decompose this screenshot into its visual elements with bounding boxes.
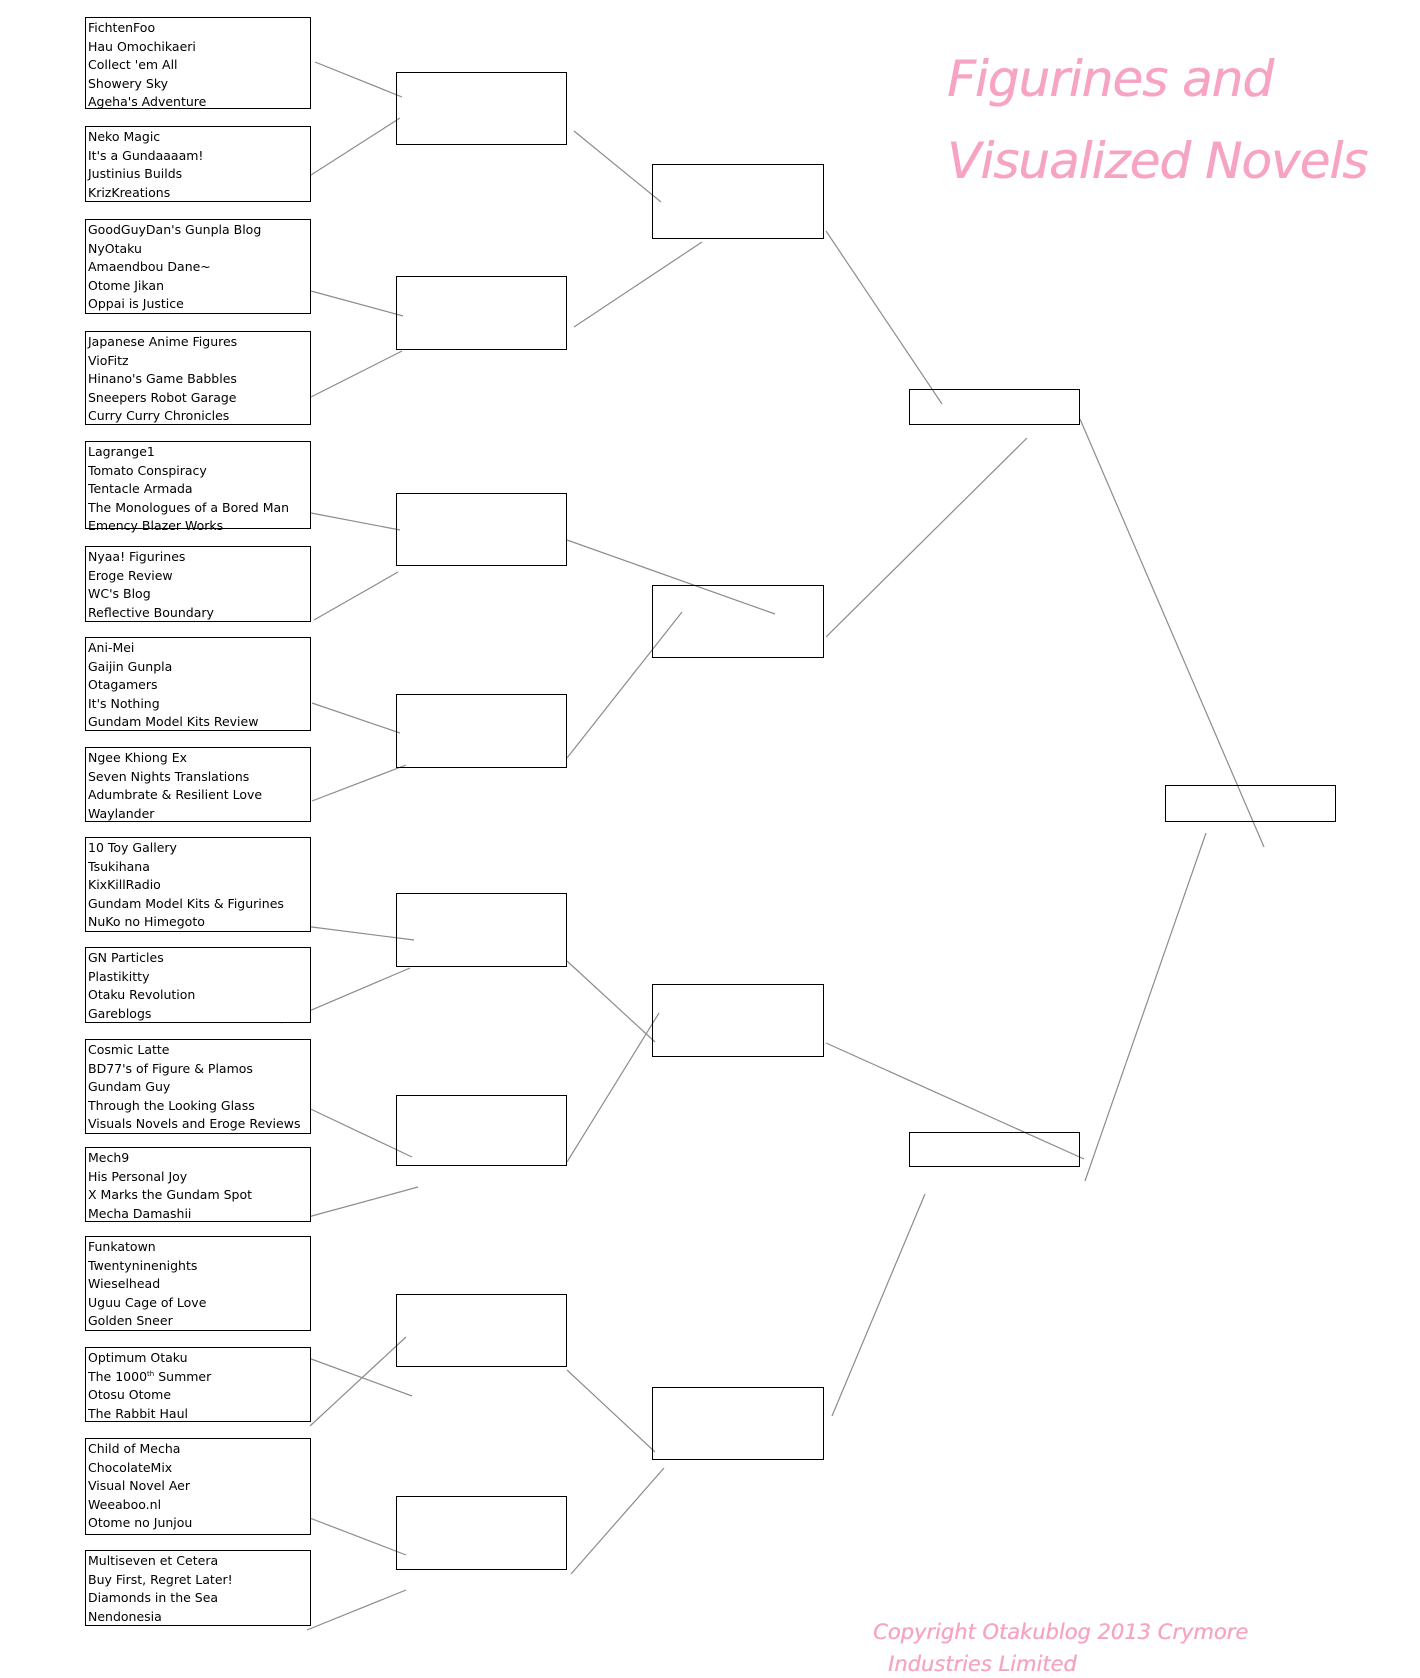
entrant-group (85, 219, 311, 314)
entrant-group (85, 747, 311, 822)
copyright-line1: Copyright Otakublog 2013 Crymore (873, 1620, 1249, 1644)
entrant-name: Curry Curry Chronicles (88, 408, 230, 424)
round1-winner-slot (396, 694, 567, 768)
entrant-name: Gundam Guy (88, 1079, 171, 1095)
entrant-name: Multiseven et Cetera (88, 1553, 219, 1568)
entrant-name: Through the Looking Glass (88, 1097, 255, 1113)
connector-line (312, 703, 400, 733)
entrant-group (85, 1438, 311, 1535)
connector-line (1085, 833, 1206, 1181)
entrant-name: WC's Blog (88, 586, 151, 602)
round1-winner-slot (396, 1294, 567, 1367)
entrant-group (85, 546, 311, 622)
entrant-name: Mech9 (88, 1150, 130, 1165)
copyright-line2: Industries Limited (888, 1652, 1077, 1676)
entrant-name: Amaendbou Dane~ (88, 259, 211, 275)
entrant-name: Showery Sky (88, 75, 169, 91)
entrant-name: Buy First, Regret Later! (88, 1571, 233, 1587)
connector-line (826, 438, 1027, 637)
connector-line (571, 1468, 664, 1574)
entrant-name: Weeaboo.nl (88, 1496, 162, 1512)
connector-line (574, 131, 661, 202)
entrant-group (85, 126, 311, 202)
entrant-group (85, 1550, 311, 1626)
connector-line (311, 513, 400, 530)
entrant-name: Reflective Boundary (88, 604, 214, 620)
entrant-name: Visuals Novels and Eroge Reviews (88, 1116, 301, 1132)
entrant-name: Tomato Conspiracy (88, 462, 207, 478)
entrant-name: GN Particles (88, 950, 164, 965)
entrant-name: Waylander (88, 805, 155, 821)
entrant-name: Plastikitty (88, 968, 150, 984)
entrant-name: KixKillRadio (88, 877, 161, 893)
connector-line (307, 1590, 406, 1630)
entrant-name: Diamonds in the Sea (88, 1590, 219, 1606)
entrant-name: Hau Omochikaeri (88, 38, 196, 54)
entrant-group (85, 441, 311, 534)
round2-winner-slot (652, 585, 824, 658)
entrant-group (85, 17, 311, 109)
round1-winner-slot (396, 276, 567, 350)
entrant-name: Nyaa! Figurines (88, 549, 186, 564)
round2-winner-slot (652, 1387, 824, 1460)
round1-winner-slot (396, 493, 567, 566)
entrant-group (85, 331, 311, 425)
entrant-name: Twentyninenights (88, 1257, 198, 1273)
entrant-name: Mecha Damashii (88, 1205, 192, 1221)
connector-line (311, 351, 402, 397)
bracket-title-line1: Figurines and (947, 50, 1273, 108)
entrant-name: Ani-Mei (88, 640, 135, 655)
connector-line (310, 1337, 406, 1426)
entrant-name: BD77's of Figure & Plamos (88, 1060, 253, 1076)
entrant-name: His Personal Joy (88, 1168, 188, 1184)
connector-line (312, 765, 406, 801)
entrant-name: Ngee Khiong Ex (88, 750, 188, 765)
entrant-group (85, 1039, 311, 1134)
entrant-name: Cosmic Latte (88, 1042, 170, 1057)
entrant-name: Funkatown (88, 1239, 156, 1254)
entrant-group (85, 1147, 311, 1222)
entrant-name: FichtenFoo (88, 20, 156, 35)
entrant-name: Child of Mecha (88, 1441, 181, 1456)
entrant-name: The Monologues of a Bored Man (88, 499, 290, 515)
entrant-name: ChocolateMix (88, 1459, 173, 1475)
connector-line (832, 1194, 925, 1416)
entrant-name: 10 Toy Gallery (88, 840, 177, 855)
entrant-name: VioFitz (88, 352, 129, 368)
entrant-name: Gundam Model Kits Review (88, 714, 259, 730)
entrant-name: Otome no Junjou (88, 1515, 193, 1531)
entrant-name: Nendonesia (88, 1608, 162, 1624)
entrant-group (85, 837, 311, 932)
connector-line (302, 1515, 406, 1555)
round2-winner-slot (652, 984, 824, 1057)
entrant-name: X Marks the Gundam Spot (88, 1187, 253, 1203)
entrant-name: Justinius Builds (88, 166, 183, 182)
entrant-name: Otagamers (88, 677, 158, 693)
entrant-name: GoodGuyDan's Gunpla Blog (88, 222, 262, 237)
connector-line (567, 1370, 655, 1452)
champion-slot (1165, 785, 1336, 822)
entrant-name: Uguu Cage of Love (88, 1294, 207, 1310)
connector-line (311, 291, 403, 316)
entrant-group (85, 1236, 311, 1331)
entrant-name: Ageha's Adventure (88, 94, 207, 110)
entrant-name: Otosu Otome (88, 1387, 172, 1403)
entrant-name: Visual Novel Aer (88, 1478, 190, 1494)
entrant-name: Japanese Anime Figures (88, 334, 238, 349)
semifinal-winner-slot (909, 389, 1080, 425)
entrant-name: Golden Sneer (88, 1313, 173, 1329)
round2-winner-slot (652, 164, 824, 239)
connector-line (826, 231, 942, 404)
connector-line (315, 62, 402, 97)
round1-winner-slot (396, 1496, 567, 1570)
connector-line (567, 961, 655, 1042)
entrant-name: It's Nothing (88, 695, 160, 711)
entrant-name: Sneepers Robot Garage (88, 389, 237, 405)
entrant-name: Adumbrate & Resilient Love (88, 787, 263, 803)
entrant-name: The Rabbit Haul (88, 1405, 188, 1421)
connector-line (311, 118, 400, 175)
entrant-name: Collect 'em All (88, 57, 178, 73)
round1-winner-slot (396, 72, 567, 145)
entrant-name: Otome Jikan (88, 277, 164, 293)
entrant-name: Oppai is Justice (88, 296, 184, 312)
entrant-group (85, 947, 311, 1023)
entrant-group (85, 1347, 311, 1422)
entrant-name: Optimum Otaku (88, 1350, 188, 1365)
entrant-name: Tentacle Armada (88, 481, 193, 497)
round1-winner-slot (396, 893, 567, 967)
connector-line (297, 1187, 418, 1220)
entrant-name: Eroge Review (88, 567, 173, 583)
entrant-name: Otaku Revolution (88, 987, 196, 1003)
entrant-name: Seven Nights Translations (88, 768, 250, 784)
connector-line (574, 242, 702, 327)
entrant-name: Gundam Model Kits & Figurines (88, 895, 284, 911)
entrant-name: The 1000th Summer (88, 1368, 212, 1384)
entrant-name: Emency Blazer Works (88, 518, 224, 534)
entrant-name: It's a Gundaaaam! (88, 147, 204, 163)
connector-line (567, 1013, 659, 1162)
entrant-name: Lagrange1 (88, 444, 155, 459)
connector-line (314, 572, 398, 620)
connector-line (1080, 419, 1264, 847)
entrant-name: Wieselhead (88, 1276, 161, 1292)
bracket-title-line2: Visualized Novels (947, 132, 1368, 190)
entrant-name: Tsukihana (88, 858, 150, 874)
entrant-group (85, 637, 311, 731)
semifinal-winner-slot (909, 1132, 1080, 1167)
entrant-name: NuKo no Himegoto (88, 914, 205, 930)
entrant-name: Hinano's Game Babbles (88, 371, 237, 387)
entrant-name: KrizKreations (88, 184, 171, 200)
round1-winner-slot (396, 1095, 567, 1166)
entrant-name: Gaijin Gunpla (88, 658, 173, 674)
entrant-name: Gareblogs (88, 1005, 152, 1021)
entrant-name: NyOtaku (88, 240, 142, 256)
entrant-name: Neko Magic (88, 129, 161, 144)
